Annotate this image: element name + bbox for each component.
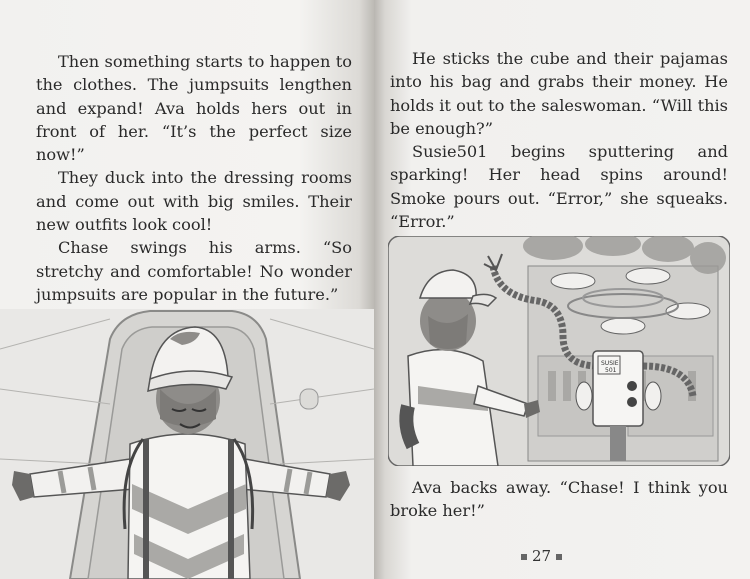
boy-illustration [0, 309, 374, 579]
left-page-text [36, 50, 352, 306]
right-page-text-bottom [390, 476, 728, 523]
left-page [0, 0, 374, 579]
paragraph: Susie501 begins sputtering and sparking! Her head spins around! Smoke pours out. “Error,” she squeaks. “Error.” [390, 142, 728, 232]
right-page-text-top [390, 47, 728, 233]
paragraph: Ava backs away. “Chase! I think you broke her!” [390, 478, 728, 521]
robot-label-number: 501 [605, 367, 617, 374]
robot-illustration [388, 236, 730, 466]
paragraph: Chase swings his arms. “So stretchy and comfortable! No wonder jumpsuits are popular in the future.” [36, 238, 352, 304]
paragraph: They duck into the dressing rooms and come out with big smiles. Their new outfits look cool! [36, 168, 352, 235]
page-number-value: 27 [532, 547, 552, 565]
robot-label: SUSIE [601, 360, 619, 367]
paragraph: He sticks the cube and their pajamas into his bag and grabs their money. He holds it out to the saleswoman. “Will this be enough?” [390, 49, 728, 138]
page-number [516, 547, 567, 565]
right-page [374, 0, 750, 579]
page-number-ornament [556, 554, 562, 560]
page-number-ornament [521, 554, 527, 560]
paragraph: Then something starts to happen to the clothes. The jumpsuits lengthen and expand! Ava holds hers out in front of her. “It’s the perfect size now!” [36, 52, 352, 165]
